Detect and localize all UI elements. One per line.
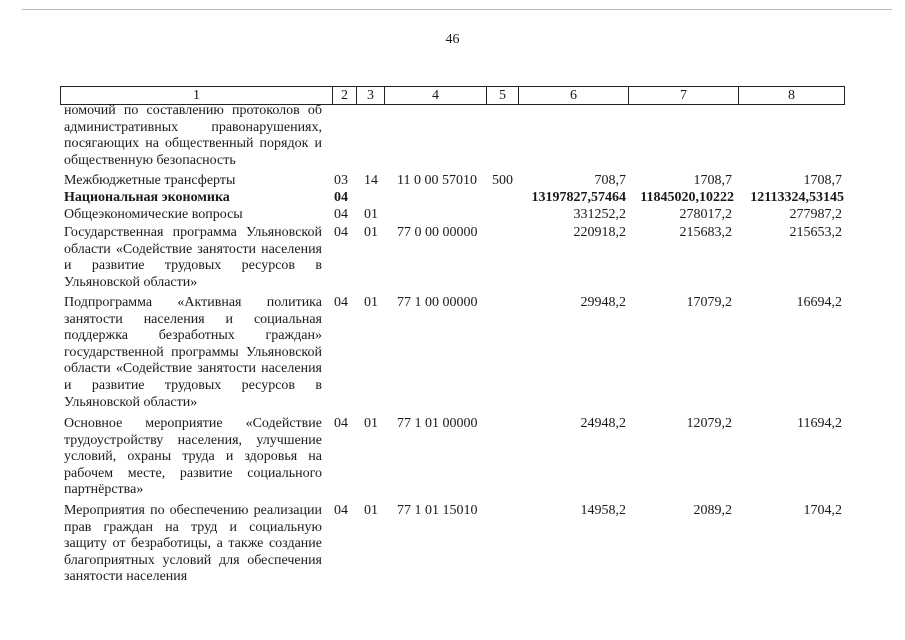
row-section: 03 (334, 173, 348, 188)
header-col-2: 2 (333, 87, 357, 104)
row-subsection: 01 (364, 295, 378, 310)
row-value-col6: 708,7 (594, 173, 626, 188)
row-value-col6: 24948,2 (580, 416, 626, 431)
row-section: 04 (334, 295, 348, 310)
row-name: Мероприятия по обеспечению реализации прав граждан на труд и социальную защиту от безработицы, а также создание благоприятных условий для обеспечения занятости населения (64, 503, 322, 585)
row-value-col7: 17079,2 (686, 295, 732, 310)
row-subsection: 01 (364, 416, 378, 431)
row-subsection: 01 (364, 225, 378, 240)
row-name: Государственная программа Ульяновской области «Содействие занятости населения и развитие трудовых ресурсов в Ульяновской области» (64, 225, 322, 290)
row-section: 04 (334, 190, 348, 205)
row-value-col8: 277987,2 (789, 207, 842, 222)
row-value-col7: 1708,7 (693, 173, 732, 188)
row-value-col8: 215653,2 (789, 225, 842, 240)
row-value-col6: 220918,2 (573, 225, 626, 240)
row-value-col6: 331252,2 (573, 207, 626, 222)
header-col-7: 7 (629, 87, 739, 104)
row-target-code: 11 0 00 57010 (397, 173, 477, 188)
row-name: Национальная экономика (64, 190, 230, 205)
row-expense-type: 500 (492, 173, 513, 188)
row-value-col7: 215683,2 (679, 225, 732, 240)
row-value-col6: 13197827,57464 (531, 190, 626, 205)
header-col-1: 1 (61, 87, 333, 104)
row-value-col8: 12113324,53145 (750, 190, 844, 205)
row-target-code: 77 0 00 00000 (397, 225, 478, 240)
row-value-col8: 11694,2 (797, 416, 842, 431)
row-name: Общеэкономические вопросы (64, 207, 243, 222)
row-value-col7: 11845020,10222 (640, 190, 734, 205)
row-target-code: 77 1 00 00000 (397, 295, 478, 310)
row-section: 04 (334, 503, 348, 518)
row-section: 04 (334, 416, 348, 431)
header-col-8: 8 (739, 87, 845, 104)
row-section: 04 (334, 225, 348, 240)
header-col-5: 5 (487, 87, 519, 104)
row-value-col8: 1708,7 (803, 173, 842, 188)
row-subsection: 01 (364, 207, 378, 222)
row-name: Межбюджетные трансферты (64, 173, 236, 188)
row-target-code: 77 1 01 15010 (397, 503, 478, 518)
row-target-code: 77 1 01 00000 (397, 416, 478, 431)
row-name: номочий по составлению протоколов об административных правонарушениях, посягающих на общественный порядок и общественную безопасность (64, 103, 322, 168)
row-name: Подпрограмма «Активная политика занятости населения и социальная поддержка безработных граждан» государственной программы Ульяновской области «Содействие занятости населения и развитие трудовых ресурсов в Ульяновской области» (64, 295, 322, 410)
row-value-col6: 14958,2 (580, 503, 626, 518)
row-value-col6: 29948,2 (580, 295, 626, 310)
header-col-6: 6 (519, 87, 629, 104)
row-subsection: 14 (364, 173, 378, 188)
header-col-3: 3 (357, 87, 385, 104)
row-value-col7: 278017,2 (679, 207, 732, 222)
header-col-4: 4 (385, 87, 487, 104)
row-subsection: 01 (364, 503, 378, 518)
page-top-rule (22, 9, 892, 10)
row-value-col7: 12079,2 (686, 416, 732, 431)
row-name: Основное мероприятие «Содействие трудоустройству населения, улучшение условий, охраны труда и здоровья на рабочем месте, развитие социального партнёрства» (64, 416, 322, 498)
row-section: 04 (334, 207, 348, 222)
row-value-col7: 2089,2 (693, 503, 732, 518)
row-value-col8: 16694,2 (796, 295, 842, 310)
row-value-col8: 1704,2 (803, 503, 842, 518)
page-number: 46 (445, 32, 460, 47)
